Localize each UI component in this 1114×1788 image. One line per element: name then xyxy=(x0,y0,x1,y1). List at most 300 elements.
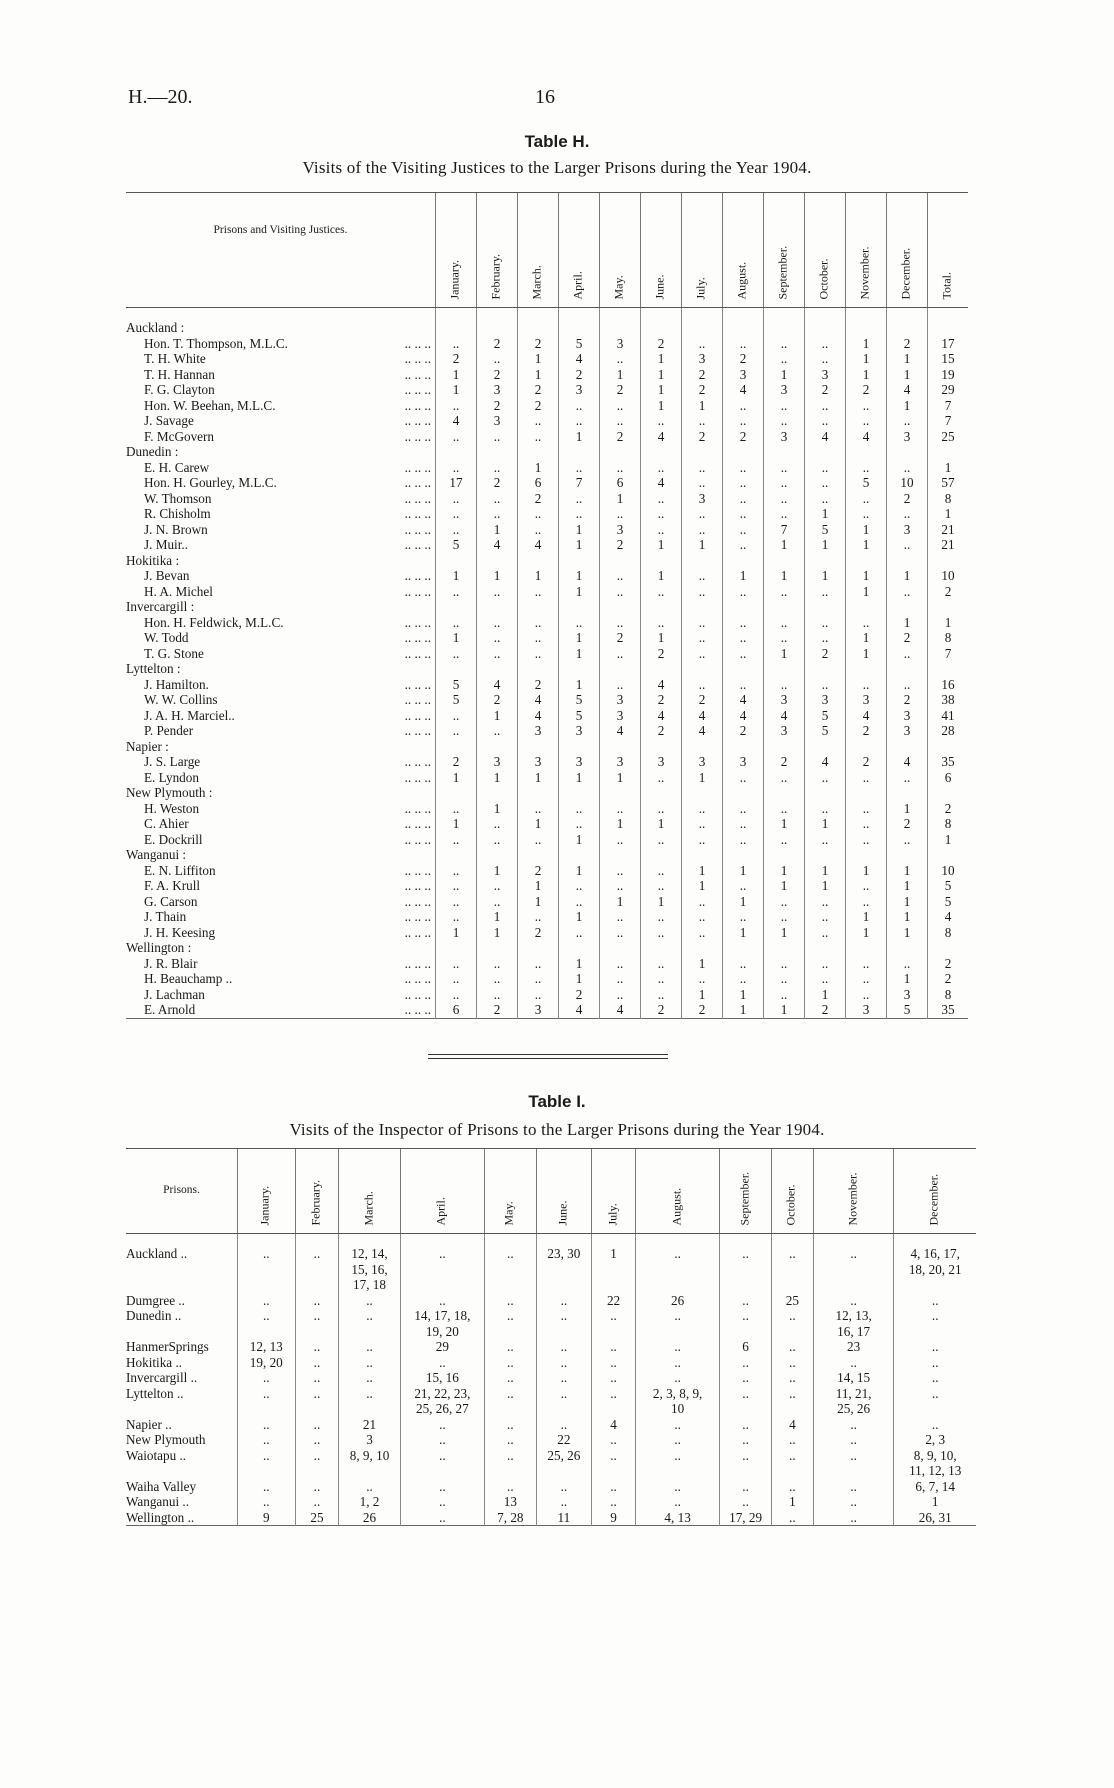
table-h-cell: 1 xyxy=(887,568,928,584)
table-h-cell: .. xyxy=(477,460,518,476)
table-h-cell: .. xyxy=(600,615,641,631)
table-h-row xyxy=(126,460,968,476)
table-h-row xyxy=(126,506,968,522)
table-h-empty-cell xyxy=(641,661,682,677)
table-h-cell: 4 xyxy=(805,754,846,770)
table-i-cell: 8, 9, 10, 11, 12, 13 xyxy=(894,1448,976,1479)
justice-name: Hon. H. Feldwick, M.L.C. xyxy=(144,614,284,630)
table-h-cell: 4 xyxy=(477,677,518,693)
table-h-total-cell: 8 xyxy=(928,925,969,941)
table-h-cell: .. xyxy=(764,801,805,817)
table-i-cell: .. xyxy=(635,1234,719,1293)
table-h-cell: .. xyxy=(846,615,887,631)
table-h-empty-cell xyxy=(436,444,477,460)
table-h-cell: .. xyxy=(559,925,600,941)
table-h-cell: .. xyxy=(723,646,764,662)
table-h-cell: 10 xyxy=(887,475,928,491)
table-h-empty-cell xyxy=(559,940,600,956)
table-h-cell: 17 xyxy=(436,475,477,491)
leader-dots: .. .. .. xyxy=(404,893,431,909)
table-h-cell: 1 xyxy=(805,568,846,584)
table-h-cell: .. xyxy=(436,723,477,739)
table-h-cell: 3 xyxy=(723,754,764,770)
table-h-cell: .. xyxy=(600,413,641,429)
table-h-empty-cell xyxy=(518,785,559,801)
table-i-cell: 26 xyxy=(635,1293,719,1309)
table-h-empty-cell xyxy=(682,940,723,956)
justice-name: H. Beauchamp .. xyxy=(144,971,233,986)
table-h-cell: 1 xyxy=(682,770,723,786)
prison-group-name: Dunedin : xyxy=(126,444,179,459)
table-i-cell: .. xyxy=(536,1494,592,1510)
table-h-col-label: December. xyxy=(898,247,913,299)
table-h-cell: .. xyxy=(887,770,928,786)
table-i-cell: .. xyxy=(485,1448,537,1479)
table-h-group-row xyxy=(126,847,968,863)
table-h-cell: 4 xyxy=(764,708,805,724)
table-h-cell: 1 xyxy=(846,584,887,600)
table-h-row xyxy=(126,1002,968,1018)
table-h-cell: 4 xyxy=(641,429,682,445)
leader-dots: .. .. .. xyxy=(404,382,431,397)
table-i-cell: 12, 13 xyxy=(238,1339,295,1355)
table-h-cell: .. xyxy=(723,956,764,972)
table-h-cell: .. xyxy=(805,832,846,848)
table-h-cell: .. xyxy=(805,909,846,925)
table-h-cell: .. xyxy=(600,987,641,1003)
table-h-group-row xyxy=(126,661,968,677)
table-h-row xyxy=(126,677,968,693)
table-h-col-label: November. xyxy=(857,246,872,299)
table-h-cell: 1 xyxy=(600,894,641,910)
table-i-cell: 25, 26 xyxy=(536,1448,592,1479)
table-i-cell: .. xyxy=(635,1308,719,1339)
table-h-cell: 2 xyxy=(641,723,682,739)
table-i-cell: .. xyxy=(295,1355,339,1371)
table-i-cell: .. xyxy=(238,1293,295,1309)
table-h-empty-cell xyxy=(600,661,641,677)
table-h-cell: 2 xyxy=(887,816,928,832)
table-h-cell: .. xyxy=(559,460,600,476)
table-h-cell: .. xyxy=(436,506,477,522)
table-h-cell: 1 xyxy=(641,398,682,414)
table-h-cell: .. xyxy=(600,971,641,987)
table-h-empty-cell xyxy=(887,599,928,615)
leader-dots: .. .. .. xyxy=(404,676,431,692)
table-h-cell: 3 xyxy=(682,351,723,367)
table-h-cell: 1 xyxy=(518,351,559,367)
table-h-cell: 4 xyxy=(723,382,764,398)
table-h-cell: 2 xyxy=(600,537,641,553)
table-h-group-row xyxy=(126,308,968,336)
table-i-cell: .. xyxy=(720,1355,772,1371)
table-h-cell: .. xyxy=(559,816,600,832)
table-i-cell: 29 xyxy=(400,1339,484,1355)
table-h-empty-cell xyxy=(559,847,600,863)
prison-name: Waiotapu .. xyxy=(126,1447,187,1463)
table-h-cell: 2 xyxy=(887,630,928,646)
table-h-empty-cell xyxy=(764,940,805,956)
table-h-empty-cell xyxy=(846,847,887,863)
section-divider xyxy=(428,1058,668,1059)
table-h-cell: 2 xyxy=(477,475,518,491)
table-h-cell: .. xyxy=(518,956,559,972)
table-h-cell: .. xyxy=(518,506,559,522)
table-h-cell: 1 xyxy=(559,956,600,972)
table-h-cell: .. xyxy=(600,878,641,894)
table-h-cell: 1 xyxy=(887,894,928,910)
prison-group-name: Auckland : xyxy=(126,320,185,335)
table-h-cell: .. xyxy=(477,491,518,507)
table-h-cell: .. xyxy=(518,646,559,662)
table-h-cell: .. xyxy=(846,398,887,414)
table-i-col-label: November. xyxy=(845,1172,860,1225)
table-i-cell: .. xyxy=(295,1417,339,1433)
table-h-cell: .. xyxy=(518,630,559,646)
table-h-cell: 4 xyxy=(477,537,518,553)
table-h-cell: .. xyxy=(477,816,518,832)
table-h-row xyxy=(126,351,968,367)
leader-dots: .. .. .. xyxy=(404,630,431,645)
leader-dots: .. .. .. xyxy=(404,568,431,583)
table-i-cell: .. xyxy=(295,1370,339,1386)
table-h-cell: 1 xyxy=(764,1002,805,1018)
table-i-cell: .. xyxy=(536,1293,592,1309)
table-h-cell: 1 xyxy=(600,816,641,832)
table-h-cell: .. xyxy=(518,987,559,1003)
table-i-cell: .. xyxy=(592,1494,636,1510)
table-h-total-cell: 15 xyxy=(928,351,969,367)
table-i-cell: .. xyxy=(720,1370,772,1386)
table-h-empty-cell xyxy=(846,940,887,956)
table-i-row xyxy=(126,1370,976,1386)
table-h-cell: .. xyxy=(887,646,928,662)
table-i-cell: 6, 7, 14 xyxy=(894,1479,976,1495)
table-h-cell: .. xyxy=(600,506,641,522)
table-i-cell: .. xyxy=(536,1370,592,1386)
table-h-cell: .. xyxy=(682,475,723,491)
table-h-empty-cell xyxy=(805,599,846,615)
table-i-cell: .. xyxy=(592,1355,636,1371)
table-h-cell: 1 xyxy=(518,878,559,894)
justice-name: J. Muir.. xyxy=(144,537,188,552)
table-h-empty-cell xyxy=(477,847,518,863)
justice-name: C. Ahier xyxy=(144,816,189,831)
table-h-cell: 1 xyxy=(846,336,887,352)
table-h-cell: 1 xyxy=(559,909,600,925)
table-h-cell: .. xyxy=(887,677,928,693)
table-h-col-label: January. xyxy=(447,259,462,299)
justice-name: F. A. Krull xyxy=(144,878,201,893)
table-h-cell: .. xyxy=(764,677,805,693)
table-h-cell: .. xyxy=(682,816,723,832)
table-i-cell: .. xyxy=(720,1386,772,1417)
table-h-empty-cell xyxy=(641,599,682,615)
table-h-empty-cell xyxy=(600,940,641,956)
table-h-cell: .. xyxy=(682,677,723,693)
table-h-empty-cell xyxy=(764,553,805,569)
table-h-cell: .. xyxy=(723,832,764,848)
table-h-cell: 1 xyxy=(764,816,805,832)
table-h-empty-cell xyxy=(846,553,887,569)
table-h-cell: 2 xyxy=(764,754,805,770)
table-i-cell: 4 xyxy=(771,1417,813,1433)
table-i xyxy=(126,1148,976,1536)
table-h-cell: 1 xyxy=(436,568,477,584)
table-h-cell: .. xyxy=(764,491,805,507)
leader-dots: .. .. .. xyxy=(404,351,431,366)
table-h-total-cell: 8 xyxy=(928,491,969,507)
table-h-total-cell: 19 xyxy=(928,367,969,383)
table-h-cell: .. xyxy=(559,615,600,631)
table-h-cell: 2 xyxy=(723,723,764,739)
table-i-cell: 2, 3 xyxy=(894,1432,976,1448)
table-h-cell: 2 xyxy=(805,1002,846,1018)
table-h-cell: .. xyxy=(641,987,682,1003)
table-h-cell: .. xyxy=(846,816,887,832)
table-h-cell: .. xyxy=(723,506,764,522)
table-i-cell: .. xyxy=(635,1448,719,1479)
table-h-cell: .. xyxy=(764,971,805,987)
table-h-empty-cell xyxy=(928,785,969,801)
justice-name: Hon. W. Beehan, M.L.C. xyxy=(144,397,276,413)
table-i-cell: .. xyxy=(485,1355,537,1371)
table-h-cell: .. xyxy=(641,413,682,429)
leader-dots: .. .. .. xyxy=(404,413,431,428)
table-h-empty-cell xyxy=(723,661,764,677)
prison-group-name: Invercargill : xyxy=(126,599,195,614)
leader-dots: .. .. .. xyxy=(404,583,431,599)
justice-name: J. Hamilton. xyxy=(144,676,209,692)
table-h-cell: .. xyxy=(477,506,518,522)
table-i-col-label: April. xyxy=(433,1196,448,1225)
table-h-cell: .. xyxy=(641,971,682,987)
table-h-cell: .. xyxy=(764,832,805,848)
table-h-cell: 1 xyxy=(764,878,805,894)
table-h-cell: .. xyxy=(682,646,723,662)
table-h-cell: 2 xyxy=(518,491,559,507)
table-h-cell: 5 xyxy=(805,708,846,724)
table-h-cell: 1 xyxy=(723,863,764,879)
table-h-total-cell: 5 xyxy=(928,878,969,894)
table-h-group-row xyxy=(126,553,968,569)
table-h-row xyxy=(126,382,968,398)
page-code: H.—20. xyxy=(128,86,193,108)
table-h-cell: .. xyxy=(477,956,518,972)
prison-name: Dumgree .. xyxy=(126,1292,185,1308)
table-h-empty-cell xyxy=(887,847,928,863)
table-i-cell: .. xyxy=(894,1339,976,1355)
table-i-cell: .. xyxy=(592,1339,636,1355)
table-h-cell: .. xyxy=(641,801,682,817)
table-h-cell: .. xyxy=(436,460,477,476)
justice-name: J. Bevan xyxy=(144,568,190,583)
table-h-cell: .. xyxy=(436,615,477,631)
prison-name: Hokitika .. xyxy=(126,1354,183,1370)
justice-name: E. Arnold xyxy=(144,1002,196,1017)
table-h-cell: .. xyxy=(805,584,846,600)
table-h-cell: .. xyxy=(846,506,887,522)
table-i-col-header xyxy=(339,1149,400,1234)
table-h-cell: .. xyxy=(723,677,764,693)
table-h-cell: 1 xyxy=(518,460,559,476)
table-h-cell: .. xyxy=(559,398,600,414)
justice-name: E. Dockrill xyxy=(144,831,203,847)
table-i-col-header xyxy=(400,1149,484,1234)
table-h-total-cell: 8 xyxy=(928,987,969,1003)
table-h-empty-cell xyxy=(805,661,846,677)
table-i-cell: .. xyxy=(771,1339,813,1355)
table-h-label-header: Prisons and Visiting Justices. xyxy=(126,193,436,308)
table-h-cell: 3 xyxy=(764,723,805,739)
table-h-cell: 1 xyxy=(641,816,682,832)
table-h-cell: .. xyxy=(682,971,723,987)
table-h-row xyxy=(126,925,968,941)
table-h-row xyxy=(126,491,968,507)
table-i-cell: 12, 14, 15, 16, 17, 18 xyxy=(339,1234,400,1293)
table-h-cell: 7 xyxy=(559,475,600,491)
table-i-cell: .. xyxy=(771,1355,813,1371)
table-h-body xyxy=(126,308,968,1019)
table-h-cell: 1 xyxy=(477,568,518,584)
table-h-cell: .. xyxy=(846,971,887,987)
table-h-total-cell: 38 xyxy=(928,692,969,708)
leader-dots: .. .. .. xyxy=(404,800,431,816)
table-i-cell: .. xyxy=(485,1386,537,1417)
table-h-cell: 3 xyxy=(518,754,559,770)
leader-dots: .. .. .. xyxy=(404,506,431,521)
table-h-cell: 3 xyxy=(641,754,682,770)
table-h-cell: 3 xyxy=(600,522,641,538)
table-h-cell: 1 xyxy=(887,615,928,631)
table-h-cell: 1 xyxy=(641,537,682,553)
table-h-row xyxy=(126,832,968,848)
table-h-empty-cell xyxy=(928,940,969,956)
table-h-col-header xyxy=(682,193,723,308)
table-h-cell: 2 xyxy=(477,692,518,708)
table-i-cell: .. xyxy=(238,1370,295,1386)
table-h-col-header xyxy=(928,193,969,308)
table-h-cell: 2 xyxy=(682,1002,723,1018)
table-h-cell: 2 xyxy=(641,336,682,352)
table-h-row xyxy=(126,692,968,708)
table-h-empty-cell xyxy=(928,444,969,460)
table-h-row xyxy=(126,537,968,553)
table-i-cell: 21 xyxy=(339,1417,400,1433)
table-h-cell: 3 xyxy=(887,723,928,739)
table-h-empty-cell xyxy=(887,308,928,336)
table-h-cell: .. xyxy=(805,351,846,367)
table-i-cell: .. xyxy=(400,1417,484,1433)
table-h-cell: .. xyxy=(723,475,764,491)
table-i-cell: 22 xyxy=(592,1293,636,1309)
table-h-cell: .. xyxy=(518,832,559,848)
table-i-cell: .. xyxy=(813,1417,894,1433)
table-h-cell: .. xyxy=(518,801,559,817)
table-i-col-label: December. xyxy=(926,1173,941,1225)
table-h-cell: .. xyxy=(641,615,682,631)
table-h-cell: .. xyxy=(764,351,805,367)
prison-group-name: Hokitika : xyxy=(126,552,180,568)
table-h-cell: 1 xyxy=(764,568,805,584)
table-i-cell: .. xyxy=(771,1510,813,1526)
table-h-cell: .. xyxy=(477,351,518,367)
table-h-cell: .. xyxy=(600,801,641,817)
table-h-cell: 1 xyxy=(518,770,559,786)
table-h-cell: 1 xyxy=(805,863,846,879)
table-h-cell: .. xyxy=(436,491,477,507)
table-i-cell: .. xyxy=(894,1386,976,1417)
table-h-empty-cell xyxy=(436,553,477,569)
table-i-cell: 26, 31 xyxy=(894,1510,976,1526)
table-i-cell: .. xyxy=(238,1432,295,1448)
table-h-empty-cell xyxy=(600,847,641,863)
table-h-empty-cell xyxy=(928,661,969,677)
table-h-cell: 1 xyxy=(641,894,682,910)
table-i-cell: .. xyxy=(771,1448,813,1479)
prison-group-name: New Plymouth : xyxy=(126,785,213,800)
table-h-cell: .. xyxy=(600,925,641,941)
table-h-cell: 2 xyxy=(518,863,559,879)
table-h-empty-cell xyxy=(764,599,805,615)
leader-dots: .. .. .. xyxy=(404,428,431,444)
table-h-cell: 2 xyxy=(436,754,477,770)
table-h-total-cell: 8 xyxy=(928,630,969,646)
table-h-cell: 4 xyxy=(846,429,887,445)
table-h-cell: .. xyxy=(805,615,846,631)
table-h-cell: 2 xyxy=(477,1002,518,1018)
table-h-cell: .. xyxy=(600,460,641,476)
table-i-cell: 9 xyxy=(238,1510,295,1526)
table-h-group-row xyxy=(126,444,968,460)
table-h-cell: 1 xyxy=(436,630,477,646)
table-h-empty-cell xyxy=(600,599,641,615)
table-h-total-cell: 10 xyxy=(928,863,969,879)
table-h-empty-cell xyxy=(764,785,805,801)
justice-name: J. H. Keesing xyxy=(144,924,216,940)
justice-name: Hon. H. Gourley, M.L.C. xyxy=(144,475,277,490)
table-h-empty-cell xyxy=(682,847,723,863)
table-i-cell: .. xyxy=(485,1432,537,1448)
table-h-cell: .. xyxy=(477,615,518,631)
table-h-cell: 2 xyxy=(559,987,600,1003)
prison-group-name: Wanganui : xyxy=(126,847,187,862)
table-h-cell: 4 xyxy=(600,1002,641,1018)
table-i-cell: 11 xyxy=(536,1510,592,1526)
table-h-total-cell: 1 xyxy=(928,832,969,848)
table-h-cell: 1 xyxy=(436,382,477,398)
table-h-empty-cell xyxy=(641,847,682,863)
table-h-empty-cell xyxy=(436,308,477,336)
table-h-empty-cell xyxy=(764,847,805,863)
table-h-cell: 5 xyxy=(559,692,600,708)
table-i-cell: .. xyxy=(400,1293,484,1309)
table-i-cell: .. xyxy=(400,1510,484,1526)
table-h-empty-cell xyxy=(641,308,682,336)
table-h-cell: .. xyxy=(887,506,928,522)
table-h-cell: 2 xyxy=(477,367,518,383)
table-h-cell: 3 xyxy=(477,382,518,398)
table-h-cell: .. xyxy=(723,398,764,414)
table-i-cell: 1 xyxy=(894,1494,976,1510)
table-h-title: Table H. xyxy=(524,132,590,151)
table-h-col-label: April. xyxy=(570,270,585,299)
table-h-cell: 2 xyxy=(600,630,641,646)
table-i-row xyxy=(126,1479,976,1495)
table-h-col-header xyxy=(641,193,682,308)
table-h-cell: .. xyxy=(723,491,764,507)
table-h-cell: 1 xyxy=(887,398,928,414)
